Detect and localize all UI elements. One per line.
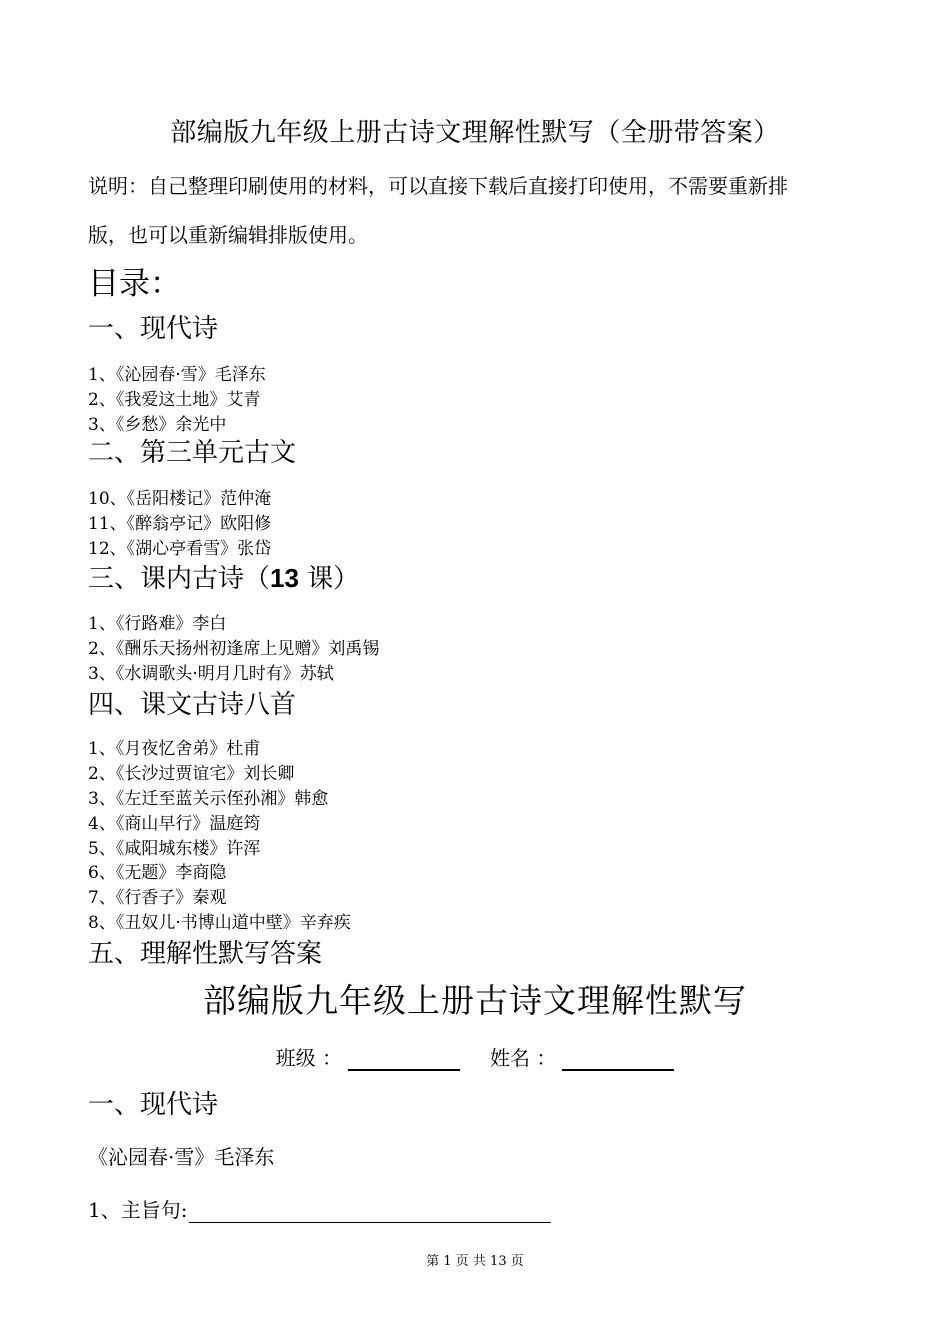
name-blank[interactable]: [562, 1047, 674, 1071]
toc-item: 2、《长沙过贾谊宅》刘长卿: [88, 764, 295, 784]
toc-item: 3、《水调歌头·明月几时有》苏轼: [88, 664, 334, 684]
toc-item: 12、《湖心亭看雪》张岱: [88, 539, 272, 559]
toc-item: 8、《丑奴儿·书博山道中壁》辛弃疾: [88, 913, 351, 933]
toc-item: 3、《左迁至蓝关示侄孙湘》韩愈: [88, 789, 329, 809]
name-class-bar: [0, 1042, 950, 1071]
toc-item: 7、《行香子》秦观: [88, 888, 227, 908]
answer-blank[interactable]: [189, 1196, 551, 1223]
page-footer: 第 1 页 共 13 页: [426, 1254, 524, 1269]
worksheet-title: 部编版九年级上册古诗文理解性默写: [203, 981, 747, 1020]
toc-item: 1、《月夜忆舍弟》杜甫: [88, 739, 261, 759]
toc-item: 2、《酬乐天扬州初逢席上见赠》刘禹锡: [88, 639, 380, 659]
worksheet-poem-title: 《沁园春·雪》毛泽东: [88, 1145, 275, 1169]
heading-prefix: 三、课内古诗（: [88, 564, 271, 594]
worksheet-question: [88, 1194, 551, 1223]
document-title: 部编版九年级上册古诗文理解性默写（全册带答案）: [170, 118, 780, 148]
worksheet-section-heading: 一、现代诗: [88, 1090, 219, 1120]
toc-item: 11、《醉翁亭记》欧阳修: [88, 514, 272, 534]
toc-item: 6、《无题》李商隐: [88, 863, 227, 883]
toc-item: 1、《沁园春·雪》毛泽东: [88, 365, 266, 385]
toc-section-heading: 二、第三单元古文: [88, 438, 297, 468]
toc-item: 2、《我爱这土地》艾青: [88, 390, 261, 410]
question-label: 1、主旨句:: [88, 1198, 188, 1222]
toc-item: 4、《商山早行》温庭筠: [88, 814, 261, 834]
note-line-2: 版，也可以重新编辑排版使用。: [88, 223, 368, 247]
toc-section-heading: 五、理解性默写答案: [88, 939, 323, 969]
toc-item: 10、《岳阳楼记》范仲淹: [88, 489, 272, 509]
toc-item: 3、《乡愁》余光中: [88, 415, 227, 435]
toc-section-heading: 四、课文古诗八首: [88, 690, 297, 720]
class-blank[interactable]: [348, 1047, 460, 1071]
toc-section-heading: 一、现代诗: [88, 314, 219, 344]
toc-section-heading: [88, 562, 359, 595]
heading-number: 13: [270, 563, 299, 593]
toc-item: 1、《行路难》李白: [88, 614, 227, 634]
class-label: 班级 ：: [275, 1046, 342, 1070]
heading-suffix: 课）: [298, 564, 360, 594]
note-line-1: 说明：自己整理印刷使用的材料，可以直接下载后直接打印使用，不需要重新排: [88, 174, 788, 198]
name-label: 姓名 ：: [490, 1046, 557, 1070]
toc-title: 目录：: [88, 266, 181, 302]
toc-item: 5、《咸阳城东楼》许浑: [88, 839, 261, 859]
